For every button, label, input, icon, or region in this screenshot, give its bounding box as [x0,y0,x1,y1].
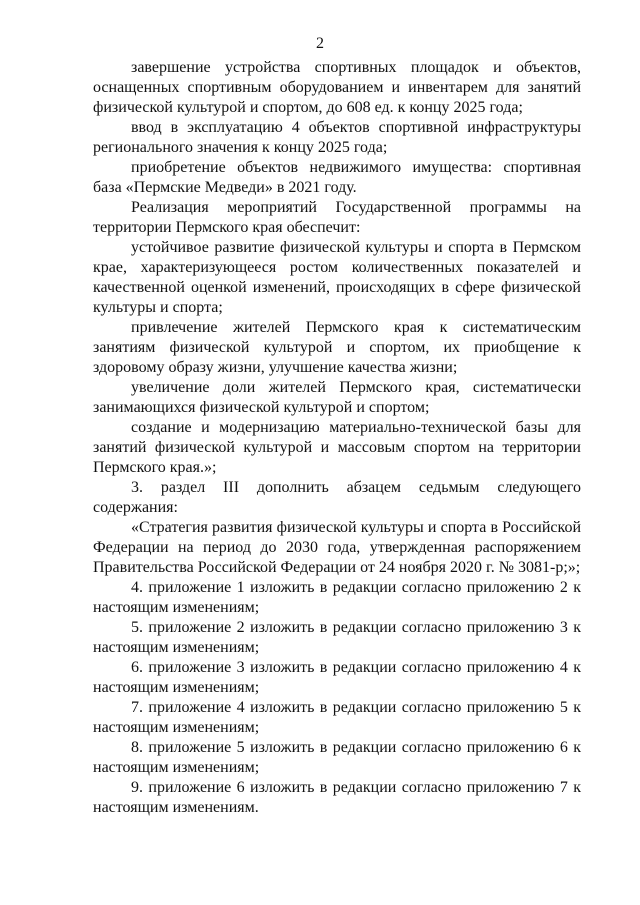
paragraph: 7. приложение 4 изложить в редакции согласно приложению 5 к настоящим изменениям; [93,699,581,736]
paragraph: 4. приложение 1 изложить в редакции согласно приложению 2 к настоящим изменениям; [93,579,581,616]
paragraph: увеличение доли жителей Пермского края, систематически занимающихся физической культурой и спортом; [93,379,581,416]
paragraph: 3. раздел III дополнить абзацем седьмым следующего содержания: [93,479,581,516]
paragraph: устойчивое развитие физической культуры и спорта в Пермском крае, характеризующееся ростом количественных показателей и качественной оценкой изменений, происходящих в сфере физической культуры и спорта; [93,239,581,316]
document-body [93,58,581,818]
paragraph: завершение устройства спортивных площадок и объектов, оснащенных спортивным оборудованием и инвентарем для занятий физической культурой и спортом, до 608 ед. к концу 2025 года; [93,59,581,116]
paragraph: привлечение жителей Пермского края к систематическим занятиям физической культурой и спортом, их приобщение к здоровому образу жизни, улучшение качества жизни; [93,319,581,376]
paragraph: «Стратегия развития физической культуры и спорта в Российской Федерации на период до 2030 года, утвержденная распоряжением Правительства Российской Федерации от 24 ноября 2020 г. № 3081-р;»; [93,519,581,576]
paragraph: приобретение объектов недвижимого имущества: спортивная база «Пермские Медведи» в 2021 году. [93,159,581,196]
paragraph: 5. приложение 2 изложить в редакции согласно приложению 3 к настоящим изменениям; [93,619,581,656]
paragraph: создание и модернизацию материально-технической базы для занятий физической культурой и массовым спортом на территории Пермского края.»; [93,419,581,476]
paragraph: 6. приложение 3 изложить в редакции согласно приложению 4 к настоящим изменениям; [93,659,581,696]
paragraph: 9. приложение 6 изложить в редакции согласно приложению 7 к настоящим изменениям. [93,779,581,816]
paragraph: Реализация мероприятий Государственной программы на территории Пермского края обеспечит: [93,199,581,236]
page-number: 2 [316,35,324,52]
paragraph: 8. приложение 5 изложить в редакции согласно приложению 6 к настоящим изменениям; [93,739,581,776]
paragraph: ввод в эксплуатацию 4 объектов спортивной инфраструктуры регионального значения к концу 2025 года; [93,119,581,156]
